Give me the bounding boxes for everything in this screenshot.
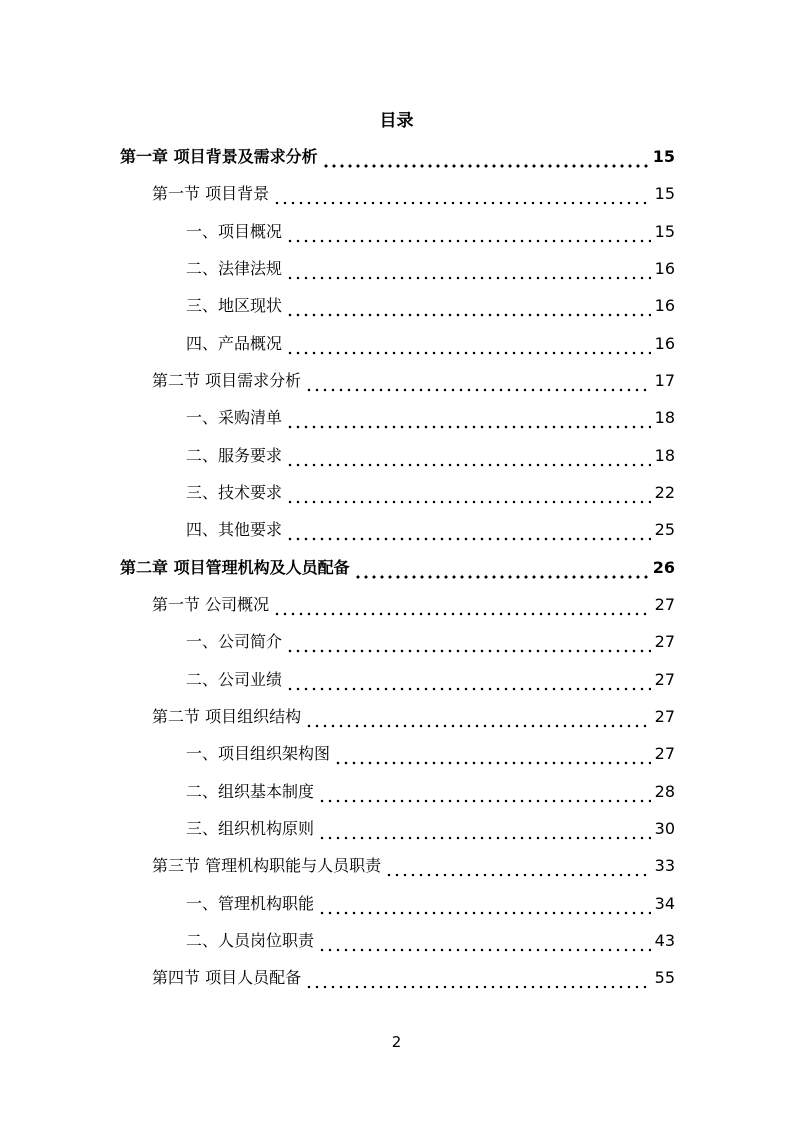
toc-entry-label: 第四节 项目人员配备 (152, 968, 302, 987)
dot-leader (286, 515, 651, 545)
toc-entry-page: 27 (654, 595, 675, 614)
dot-leader (318, 926, 651, 956)
dot-leader (318, 777, 651, 807)
toc-entry-subsection[interactable] (186, 926, 675, 956)
toc-entry-page: 18 (654, 446, 675, 465)
toc-entry-subsection[interactable] (186, 515, 675, 545)
page-number: 2 (391, 1033, 402, 1051)
toc-entry-section[interactable] (152, 590, 675, 620)
toc-entry-page: 55 (654, 968, 675, 987)
dot-leader (385, 851, 651, 881)
toc-entry-label: 二、组织基本制度 (186, 782, 315, 801)
toc-entry-label: 一、公司简介 (186, 632, 283, 651)
toc-entry-page: 15 (654, 184, 675, 203)
dot-leader (286, 329, 651, 359)
toc-entry-page: 28 (654, 782, 675, 801)
toc-entry-label: 第一节 公司概况 (152, 595, 270, 614)
toc-entry-page: 27 (654, 744, 675, 763)
toc-entry-label: 第二节 项目组织结构 (152, 707, 302, 726)
toc-entry-subsection[interactable] (186, 478, 675, 508)
toc-entry-subsection[interactable] (186, 814, 675, 844)
dot-leader (286, 217, 651, 247)
dot-leader (305, 366, 651, 396)
toc-entry-page: 16 (654, 334, 675, 353)
dot-leader (273, 590, 651, 620)
toc-entry-label: 一、项目概况 (186, 222, 283, 241)
dot-leader (286, 441, 651, 471)
toc-entry-page: 30 (654, 819, 675, 838)
toc-entry-label: 三、技术要求 (186, 483, 283, 502)
toc-entry-chapter[interactable] (120, 553, 675, 583)
toc-entry-page: 43 (654, 931, 675, 950)
toc-entry-label: 二、公司业绩 (186, 670, 283, 689)
dot-leader (322, 142, 649, 172)
toc-entry-subsection[interactable] (186, 739, 675, 769)
toc-entry-subsection[interactable] (186, 441, 675, 471)
toc-entry-section[interactable] (152, 851, 675, 881)
toc-entry-subsection[interactable] (186, 329, 675, 359)
toc-entry-page: 18 (654, 408, 675, 427)
toc-entry-label: 第二章 项目管理机构及人员配备 (120, 558, 350, 577)
toc-entry-section[interactable] (152, 366, 675, 396)
toc-entry-label: 四、产品概况 (186, 334, 283, 353)
toc-entry-page: 22 (654, 483, 675, 502)
toc-entry-label: 第一章 项目背景及需求分析 (120, 147, 318, 166)
toc-entry-label: 第三节 管理机构职能与人员职责 (152, 856, 382, 875)
toc-entry-page: 16 (654, 296, 675, 315)
toc-entry-page: 25 (654, 520, 675, 539)
toc-entry-page: 15 (654, 222, 675, 241)
toc-entry-label: 三、地区现状 (186, 296, 283, 315)
toc-entry-section[interactable] (152, 702, 675, 732)
toc-entry-label: 二、法律法规 (186, 259, 283, 278)
toc-entry-page: 27 (654, 670, 675, 689)
toc-title: 目录 (379, 111, 414, 131)
dot-leader (305, 702, 651, 732)
toc-entry-page: 16 (654, 259, 675, 278)
toc-entry-page: 34 (654, 894, 675, 913)
dot-leader (273, 179, 651, 209)
toc-entry-label: 一、管理机构职能 (186, 894, 315, 913)
toc-entry-label: 二、人员岗位职责 (186, 931, 315, 950)
dot-leader (286, 478, 651, 508)
toc-entry-subsection[interactable] (186, 665, 675, 695)
toc-entry-subsection[interactable] (186, 254, 675, 284)
dot-leader (318, 889, 651, 919)
toc-entry-label: 三、组织机构原则 (186, 819, 315, 838)
dot-leader (286, 291, 651, 321)
toc-entry-subsection[interactable] (186, 627, 675, 657)
toc-entry-label: 一、采购清单 (186, 408, 283, 427)
toc-entry-page: 33 (654, 856, 675, 875)
toc-entry-label: 第二节 项目需求分析 (152, 371, 302, 390)
toc-entry-page: 15 (652, 147, 675, 166)
dot-leader (354, 553, 649, 583)
dot-leader (286, 254, 651, 284)
toc-entry-label: 一、项目组织架构图 (186, 744, 331, 763)
toc-entry-page: 17 (654, 371, 675, 390)
dot-leader (334, 739, 651, 769)
toc-entry-subsection[interactable] (186, 777, 675, 807)
dot-leader (286, 403, 651, 433)
toc-entry-label: 第一节 项目背景 (152, 184, 270, 203)
toc-entry-chapter[interactable] (120, 142, 675, 172)
toc-entry-page: 27 (654, 632, 675, 651)
dot-leader (305, 963, 651, 993)
toc-entry-page: 26 (652, 558, 675, 577)
toc-entry-section[interactable] (152, 179, 675, 209)
toc-entry-subsection[interactable] (186, 889, 675, 919)
toc-entry-label: 四、其他要求 (186, 520, 283, 539)
dot-leader (318, 814, 651, 844)
toc-entry-subsection[interactable] (186, 217, 675, 247)
toc-entry-subsection[interactable] (186, 403, 675, 433)
dot-leader (286, 627, 651, 657)
toc-entry-subsection[interactable] (186, 291, 675, 321)
toc-entry-section[interactable] (152, 963, 675, 993)
dot-leader (286, 665, 651, 695)
toc-entry-page: 27 (654, 707, 675, 726)
toc-entry-label: 二、服务要求 (186, 446, 283, 465)
